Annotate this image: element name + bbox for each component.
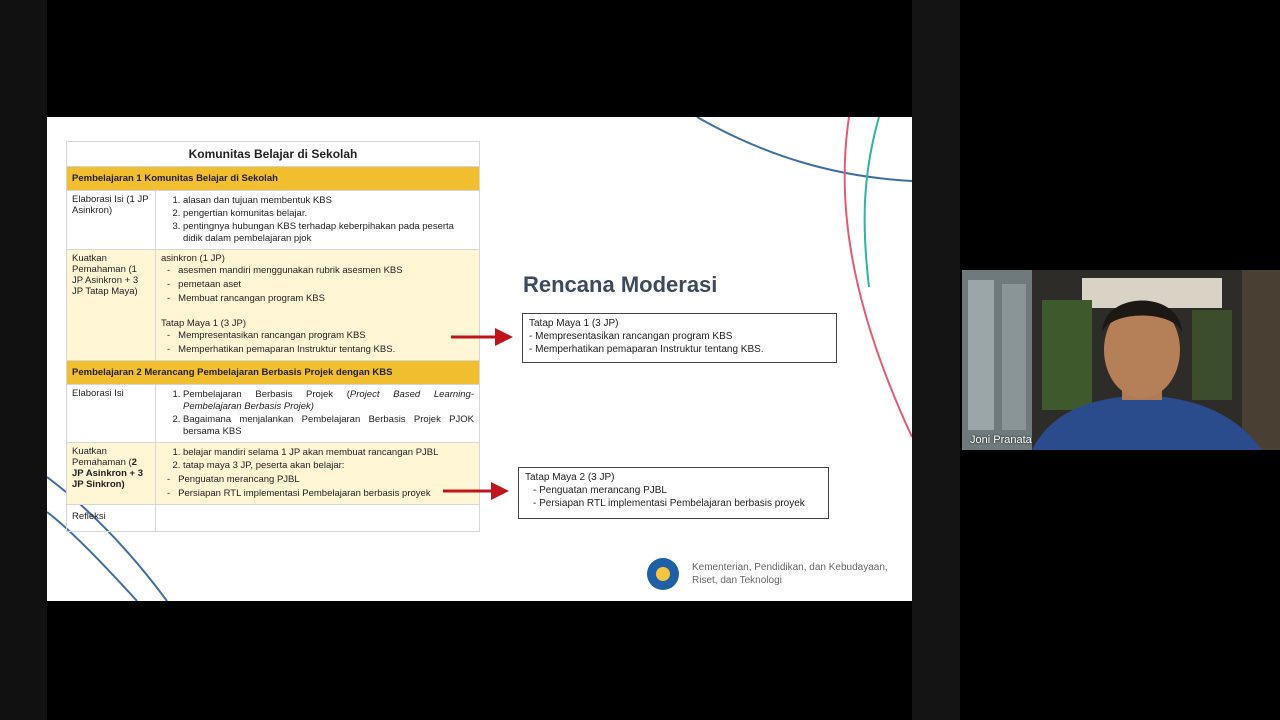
row-label: Elaborasi Isi bbox=[67, 385, 156, 443]
footer-line: Kementerian, Pendidikan, dan Kebudayaan, bbox=[692, 562, 888, 573]
list-item: 1. belajar mandiri selama 1 JP akan membuat rancangan PJBL bbox=[183, 447, 474, 459]
row-content bbox=[156, 385, 480, 443]
list-item: - Membuat rancangan program KBS bbox=[179, 292, 474, 306]
row-content bbox=[156, 505, 480, 532]
box-title: Tatap Maya 1 (3 JP) bbox=[529, 318, 619, 329]
table-row bbox=[67, 443, 480, 505]
list-item: 2. tatap maya 3 JP, peserta akan belajar: bbox=[183, 460, 474, 472]
ministry-footer bbox=[647, 558, 888, 590]
list-item: 1. alasan dan tujuan membentuk KBS bbox=[183, 195, 474, 207]
shared-slide bbox=[47, 117, 912, 601]
table-row bbox=[67, 385, 480, 443]
table-row bbox=[67, 250, 480, 361]
red-arrow-icon bbox=[451, 327, 515, 347]
moderation-box-1 bbox=[522, 313, 837, 363]
tatap-maya-title: Tatap Maya 1 (3 JP) bbox=[161, 318, 247, 329]
table-title: Komunitas Belajar di Sekolah bbox=[67, 142, 480, 167]
row-label: Kuatkan Pemahaman (2 JP Asinkron + 3 JP Sinkron) bbox=[67, 443, 156, 505]
list-item: - Mempresentasikan rancangan program KBS bbox=[179, 329, 474, 343]
footer-line: Riset, dan Teknologi bbox=[692, 575, 782, 586]
asinkron-title: asinkron (1 JP) bbox=[161, 253, 225, 264]
list-item: - asesmen mandiri menggunakan rubrik asesmen KBS bbox=[179, 264, 474, 278]
left-black-margin bbox=[0, 0, 47, 720]
list-item: - Persiapan RTL implementasi Pembelajaran berbasis proyek bbox=[179, 487, 474, 501]
section-header-1: Pembelajaran 1 Komunitas Belajar di Sekolah bbox=[67, 167, 480, 191]
list-item: 1. Pembelajaran Berbasis Projek (Project Based Learning-Pembelajaran Berbasis Projek) bbox=[183, 389, 474, 413]
row-label: Kuatkan Pemahaman (1 JP Asinkron + 3 JP Tatap Maya) bbox=[67, 250, 156, 361]
box-line: - Mempresentasikan rancangan program KBS bbox=[529, 331, 733, 342]
program-table bbox=[66, 141, 480, 532]
list-item: - pemetaan aset bbox=[179, 278, 474, 292]
box-line: - Persiapan RTL implementasi Pembelajaran berbasis proyek bbox=[533, 498, 805, 509]
box-title: Tatap Maya 2 (3 JP) bbox=[525, 472, 615, 483]
row-content bbox=[156, 443, 480, 505]
red-arrow-icon bbox=[443, 481, 511, 501]
list-item: - Penguatan merancang PJBL bbox=[179, 473, 474, 487]
list-item: - Memperhatikan pemaparan Instruktur tentang KBS. bbox=[179, 343, 474, 357]
row-label: Refleksi bbox=[67, 505, 156, 532]
table-row bbox=[67, 505, 480, 532]
table-row bbox=[67, 191, 480, 250]
slide-heading: Rencana Moderasi bbox=[523, 272, 718, 297]
row-content bbox=[156, 191, 480, 250]
ministry-logo-icon bbox=[647, 558, 679, 590]
participant-video-feed bbox=[962, 270, 1280, 450]
row-content bbox=[156, 250, 480, 361]
right-dark-margin bbox=[912, 0, 960, 720]
list-item: 2. pengertian komunitas belajar. bbox=[183, 208, 474, 220]
list-item: 3. pentingnya hubungan KBS terhadap keberpihakan pada peserta didik dalam pembelajaran pjok bbox=[183, 221, 474, 245]
row-label: Elaborasi Isi (1 JP Asinkron) bbox=[67, 191, 156, 250]
participant-video-tile[interactable] bbox=[962, 270, 1280, 450]
box-line: - Penguatan merancang PJBL bbox=[533, 485, 667, 496]
section-header-2: Pembelajaran 2 Merancang Pembelajaran Berbasis Projek dengan KBS bbox=[67, 361, 480, 385]
box-line: - Memperhatikan pemaparan Instruktur tentang KBS. bbox=[529, 344, 764, 355]
list-item: 2. Bagaimana menjalankan Pembelajaran Berbasis Projek PJOK bersama KBS bbox=[183, 414, 474, 438]
moderation-box-2 bbox=[518, 467, 829, 519]
participant-name: Joni Pranata bbox=[970, 434, 1032, 446]
